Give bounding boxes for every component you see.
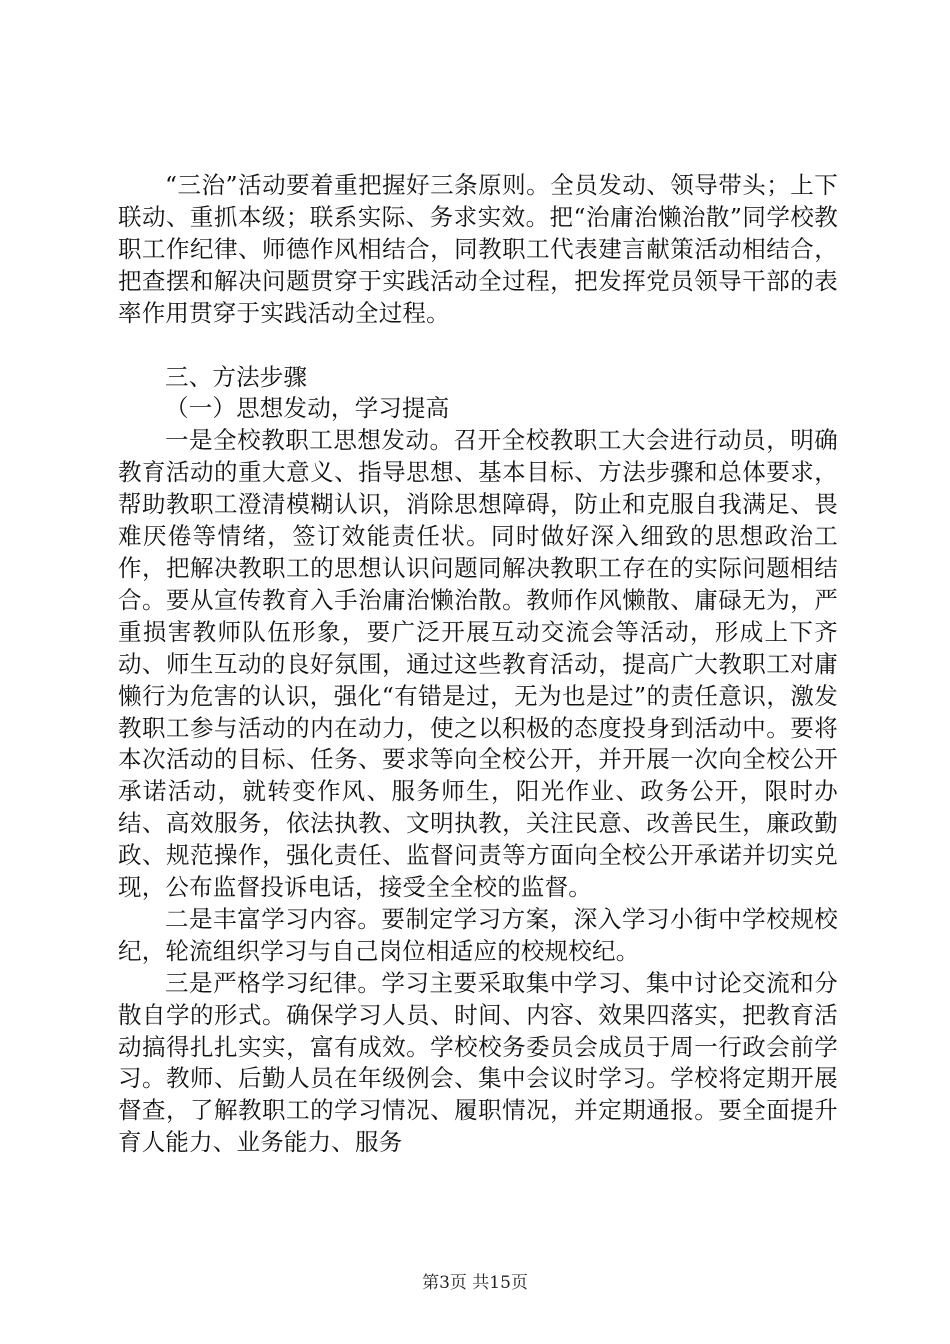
subsection-heading-mobilize: （一）思想发动，学习提高: [165, 394, 450, 423]
footer-page-current: 3: [439, 1273, 450, 1293]
document-body: [118, 170, 838, 1159]
section-heading-methods: 三、方法步骤: [165, 362, 308, 391]
paragraph-study-content: 二是丰富学习内容。要制定学习方案，深入学习小街中学校规校纪，轮流组织学习与自己岗位相适应的校规校纪。: [118, 904, 838, 965]
paragraph-mobilize: 一是全校教职工思想发动。召开全校教职工大会进行动员，明确教育活动的重大意义、指导思想、基本目标、方法步骤和总体要求，帮助教职工澄清模糊认识，消除思想障碍，防止和克服自我满足、畏难厌倦等情绪，签订效能责任状。同时做好深入细致的思想政治工作，把解决教职工的思想认识问题同解决教职工存在的实际问题相结合。要从宣传教育入手治庸治懒治散。教师作风懒散、庸碌无为，严重损害教师队伍形象，要广泛开展互动交流会等活动，形成上下齐动、师生互动的良好氛围，通过这些教育活动，提高广大教职工对庸懒行为危害的认识，强化“有错是过，无为也是过”的责任意识，激发教职工参与活动的内在动力，使之以积极的态度投身到活动中。要将本次活动的目标、任务、要求等向全校公开，并开展一次向全校公开承诺活动，就转变作风、服务师生，阳光作业、政务公开，限时办结、高效服务，依法执教、文明执教，关注民意、改善民生，廉政勤政、规范操作，强化责任、监督问责等方面向全校公开承诺并切实兑现，公布监督投诉电话，接受全全校的监督。: [118, 426, 838, 902]
footer-total-suffix: 页: [510, 1273, 528, 1293]
footer-page-prefix: 第: [422, 1273, 440, 1293]
footer-page-suffix: 页: [449, 1273, 467, 1293]
paragraph-study-discipline: 三是严格学习纪律。学习主要采取集中学习、集中讨论交流和分散自学的形式。确保学习人员、时间、内容、效果四落实，把教育活动搞得扎扎实实，富有成效。学校校务委员会成员于周一行政会前学习。教师、后勤人员在年级例会、集中会议时学习。学校将定期开展督查，了解教职工的学习情况、履职情况，并定期通报。要全面提升育人能力、业务能力、服务: [118, 968, 838, 1157]
paragraph-principles: “三治”活动要着重把握好三条原则。全员发动、领导带头；上下联动、重抓本级；联系实际、务求实效。把“治庸治懒治散”同学校教职工作纪律、师德作风相结合，同教职工代表建言献策活动相结合，把查摆和解决问题贯穿于实践活动全过程，把发挥党员领导干部的表率作用贯穿于实践活动全过程。: [118, 171, 838, 327]
footer-total-prefix: 共: [472, 1273, 490, 1293]
paragraph-gap: [118, 330, 838, 362]
page-footer: [0, 1273, 950, 1293]
footer-page-total: 15: [489, 1273, 511, 1293]
